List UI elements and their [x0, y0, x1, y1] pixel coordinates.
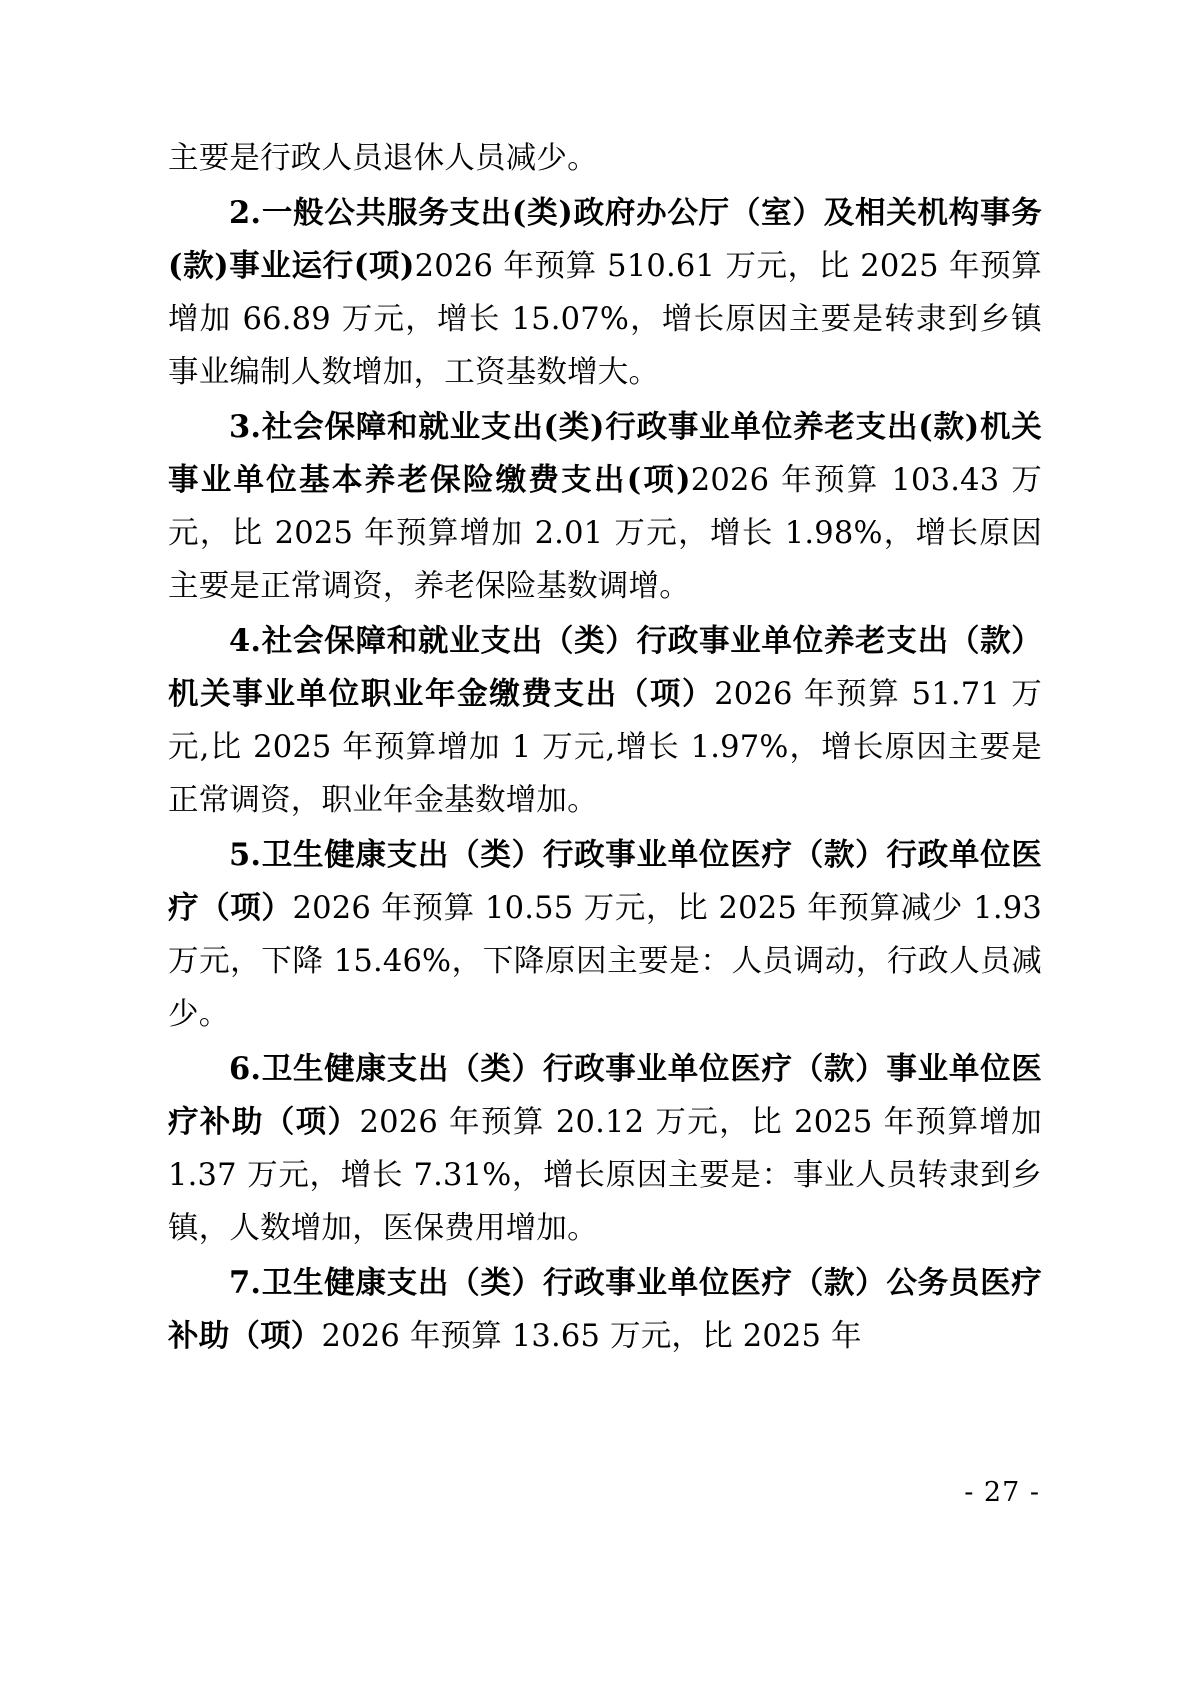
paragraph-heading: 社会保障和就业支出(类)行政事业单位养老支出(款)机关事业单位基本养老保险缴费支出(项) — [168, 409, 1042, 498]
paragraph-heading: 社会保障和就业支出（类）行政事业单位养老支出（款）机关事业单位职业年金缴费支出（项） — [168, 623, 1042, 712]
paragraph-text: 2026 年预算 13.65 万元，比 2025 年 — [321, 1319, 862, 1354]
paragraph-text: 2026 年预算 510.61 万元，比 2025 年预算增加 66.89 万元，增长 15.07%，增长原因主要是转隶到乡镇事业编制人数增加，工资基数增大。 — [168, 249, 1042, 390]
paragraph-5 — [168, 1043, 1042, 1255]
paragraph-text: 2026 年预算 51.71 万元,比 2025 年预算增加 1 万元,增长 1.97%，增长原因主要是正常调资，职业年金基数增加。 — [168, 677, 1042, 818]
paragraph-number: 5. — [229, 837, 262, 873]
paragraph-0 — [168, 132, 1042, 185]
paragraph-text: 主要是行政人员退休人员减少。 — [168, 141, 598, 176]
paragraph-heading: 卫生健康支出（类）行政事业单位医疗（款）事业单位医疗补助（项） — [168, 1051, 1042, 1140]
paragraph-1 — [168, 187, 1042, 399]
paragraph-number: 4. — [229, 623, 262, 659]
paragraph-heading: 卫生健康支出（类）行政事业单位医疗（款）公务员医疗补助（项） — [168, 1265, 1042, 1354]
paragraph-number: 6. — [229, 1051, 262, 1087]
paragraph-heading: 一般公共服务支出(类)政府办公厅（室）及相关机构事务(款)事业运行(项) — [168, 195, 1042, 284]
paragraph-3 — [168, 615, 1042, 827]
paragraph-number: 2. — [229, 195, 262, 231]
paragraph-text: 2026 年预算 103.43 万元，比 2025 年预算增加 2.01 万元，增长 1.98%，增长原因主要是正常调资，养老保险基数调增。 — [168, 463, 1043, 604]
paragraph-heading: 卫生健康支出（类）行政事业单位医疗（款）行政单位医疗（项） — [168, 837, 1042, 926]
paragraph-6 — [168, 1257, 1042, 1363]
paragraph-2 — [168, 401, 1042, 613]
page-number: - 27 - — [964, 1477, 1040, 1508]
document-body — [168, 132, 1042, 1363]
paragraph-number: 7. — [229, 1265, 262, 1301]
paragraph-number: 3. — [229, 409, 262, 445]
paragraph-text: 2026 年预算 20.12 万元，比 2025 年预算增加 1.37 万元，增长 7.31%，增长原因主要是：事业人员转隶到乡镇，人数增加，医保费用增加。 — [168, 1105, 1042, 1246]
paragraph-4 — [168, 829, 1042, 1041]
paragraph-text: 2026 年预算 10.55 万元，比 2025 年预算减少 1.93 万元，下降 15.46%，下降原因主要是：人员调动，行政人员减少。 — [168, 891, 1042, 1032]
